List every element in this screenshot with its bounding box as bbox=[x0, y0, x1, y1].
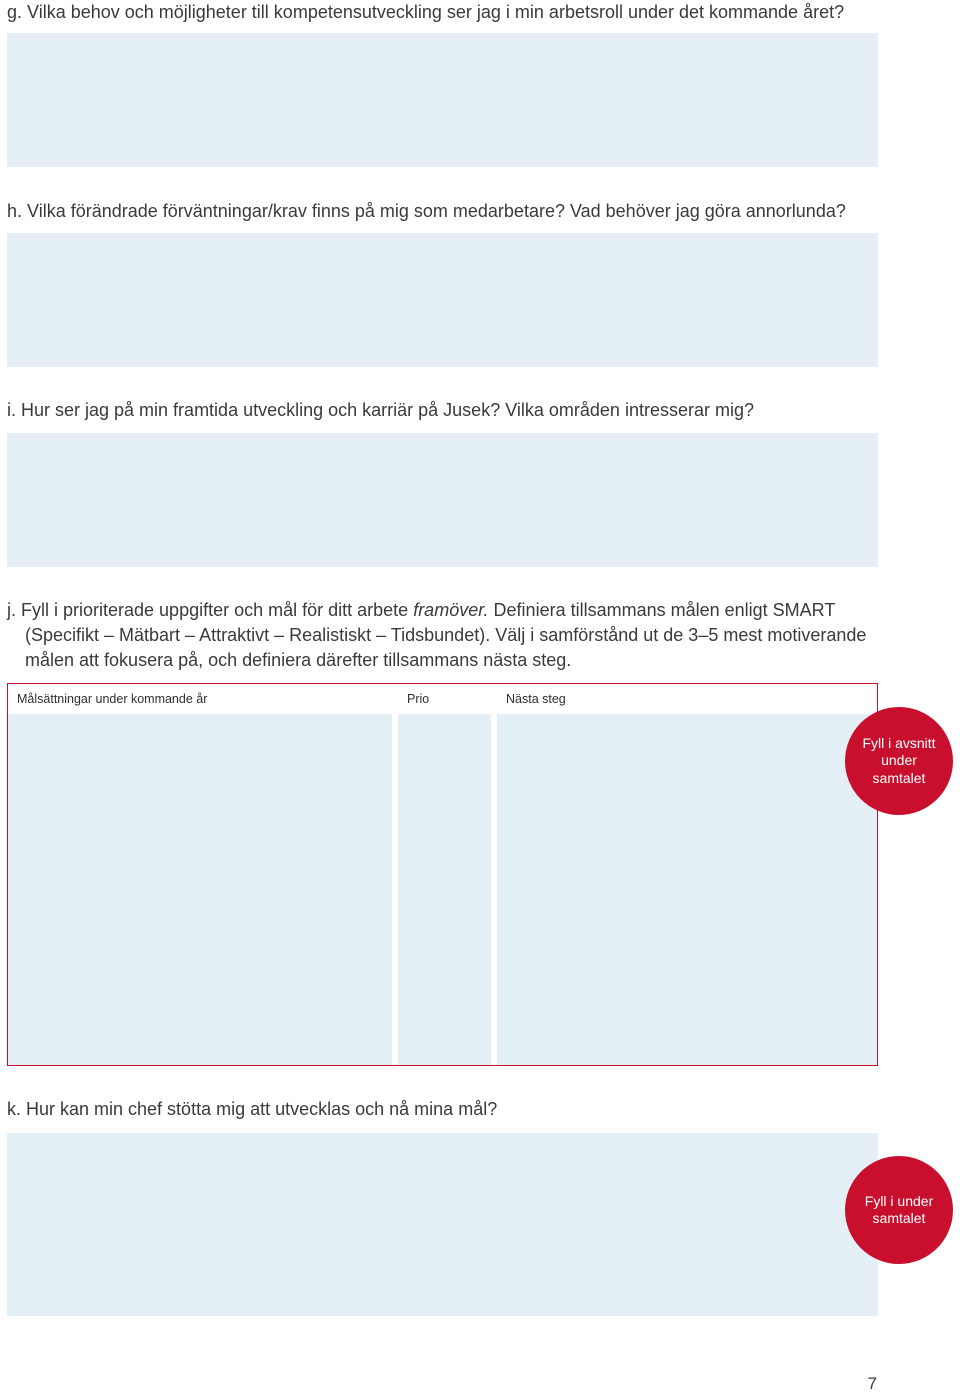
answer-field-k[interactable] bbox=[7, 1133, 878, 1316]
question-j-line-2: (Specifikt – Mätbart – Attraktivt – Realistiskt – Tidsbundet). Välj i samförstånd ut de 3–5 mest motiverande bbox=[25, 625, 867, 645]
fill-in-section-badge-text: Fyll i avsnitt under samtalet bbox=[862, 734, 936, 786]
next-step-column[interactable] bbox=[497, 684, 877, 1065]
next-step-column-header: Nästa steg bbox=[497, 684, 877, 714]
question-h-label: h. Vilka förändrade förväntningar/krav finns på mig som medarbetare? Vad behöver jag göra annorlunda? bbox=[7, 201, 846, 221]
fill-in-meeting-badge bbox=[845, 1156, 953, 1264]
prio-column-header: Prio bbox=[398, 684, 491, 714]
answer-field-i[interactable] bbox=[7, 433, 878, 567]
goals-table bbox=[7, 683, 878, 1066]
answer-field-h[interactable] bbox=[7, 233, 878, 367]
question-i-label: i. Hur ser jag på min framtida utveckling och karriär på Jusek? Vilka områden intresserar mig? bbox=[7, 400, 754, 420]
prio-column[interactable] bbox=[398, 684, 491, 1065]
question-j-italic: framöver. bbox=[413, 600, 489, 620]
question-j-line-1 bbox=[7, 598, 835, 623]
page-number: 7 bbox=[867, 1374, 877, 1393]
question-k-label: k. Hur kan min chef stötta mig att utvecklas och nå mina mål? bbox=[7, 1099, 498, 1119]
goals-column-header: Målsättningar under kommande år bbox=[8, 684, 392, 714]
question-j-text-rest: Definiera tillsammans målen enligt SMART bbox=[488, 600, 836, 620]
question-g-label: g. Vilka behov och möjligheter till kompetensutveckling ser jag i min arbetsroll under det kommande året? bbox=[7, 2, 845, 22]
goals-column[interactable] bbox=[8, 684, 392, 1065]
fill-in-section-badge bbox=[845, 707, 953, 815]
question-j-text: j. Fyll i prioriterade uppgifter och mål för ditt arbete bbox=[7, 600, 414, 620]
question-j-line-3: målen att fokusera på, och definiera därefter tillsammans nästa steg. bbox=[25, 650, 572, 670]
fill-in-meeting-badge-text: Fyll i under samtalet bbox=[864, 1192, 934, 1226]
answer-field-g[interactable] bbox=[7, 33, 878, 167]
